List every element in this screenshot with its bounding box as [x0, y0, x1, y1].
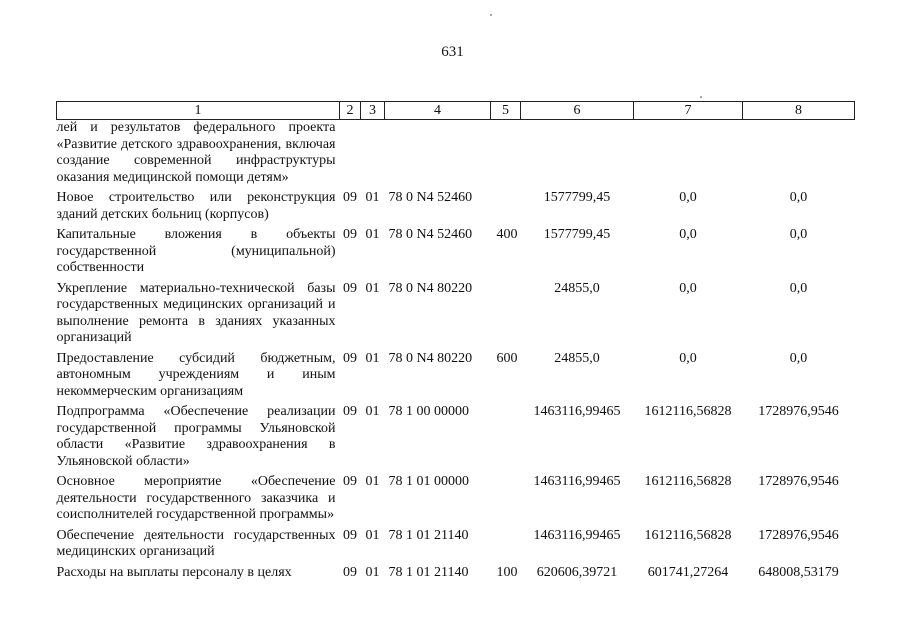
row-subsection: 01 — [365, 350, 380, 366]
row-section: 09 — [343, 227, 357, 242]
row-target-code: 78 0 N4 52460 — [388, 190, 473, 205]
table-row — [57, 120, 855, 191]
row-amount-col8: 1728976,9546 — [758, 404, 839, 419]
row-expense-type: 100 — [496, 564, 518, 580]
row-section: 09 — [343, 190, 357, 205]
row-name: Укрепление материально-технической базы государственных медицинских организаций и выполнение ремонта в зданиях указанных организаций — [56, 280, 336, 345]
row-amount-col6: 1463116,99465 — [533, 404, 621, 419]
budget-table — [56, 101, 855, 585]
row-target-code: 78 0 N4 80220 — [388, 350, 473, 366]
row-amount-col8: 0,0 — [789, 350, 808, 366]
row-target-code — [385, 120, 491, 191]
page-number: 631 — [441, 44, 464, 60]
header-row — [57, 102, 855, 120]
row-subsection: 01 — [365, 280, 380, 296]
row-amount-col8 — [743, 120, 855, 191]
row-amount-col6: 1577799,45 — [543, 227, 611, 242]
row-section: 09 — [343, 280, 357, 296]
row-name: Новое строительство или реконструкция зданий детских больниц (корпусов) — [56, 190, 336, 222]
table-row — [57, 281, 855, 351]
table-row — [57, 227, 855, 281]
row-target-code: 78 1 01 21140 — [388, 564, 469, 580]
row-amount-col7: 1612116,56828 — [644, 527, 732, 543]
row-section: 09 — [343, 350, 357, 366]
row-subsection: 01 — [365, 564, 380, 580]
header-col-3: 3 — [361, 102, 385, 120]
row-name: Предоставление субсидий бюджетным, автономным учреждениям и иным некоммерческим организациям — [56, 350, 336, 399]
row-amount-col6: 1463116,99465 — [533, 527, 621, 543]
header-col-4: 4 — [385, 102, 491, 120]
row-amount-col6: 24855,0 — [554, 280, 600, 296]
row-expense-type — [491, 190, 521, 227]
table-row — [57, 565, 855, 586]
row-expense-type — [491, 474, 521, 528]
table-row — [57, 190, 855, 227]
row-subsection: 01 — [365, 190, 380, 205]
row-subsection: 01 — [365, 474, 380, 489]
row-amount-col6: 1577799,45 — [543, 190, 611, 205]
row-name: Обеспечение деятельности государственных медицинских организаций — [56, 527, 336, 559]
row-name: Капитальные вложения в объекты государственной (муниципальной) собственности — [56, 227, 336, 275]
row-target-code: 78 0 N4 52460 — [388, 227, 473, 242]
row-name: Подпрограмма «Обеспечение реализации государственной программы Ульяновской области «Развитие здравоохранения в Ульяновской области» — [56, 404, 336, 469]
header-col-6: 6 — [521, 102, 634, 120]
row-target-code: 78 1 01 00000 — [388, 474, 469, 489]
table-row — [57, 528, 855, 565]
row-amount-col7: 1612116,56828 — [644, 474, 732, 489]
row-section: 09 — [343, 474, 357, 489]
row-amount-col8: 648008,53179 — [758, 564, 839, 580]
row-target-code: 78 1 01 21140 — [388, 527, 469, 543]
header-col-1: 1 — [57, 102, 340, 120]
header-col-7: 7 — [634, 102, 743, 120]
row-subsection: 01 — [365, 404, 380, 419]
row-target-code: 78 0 N4 80220 — [388, 280, 473, 296]
row-amount-col7: 0,0 — [679, 190, 697, 205]
row-amount-col7: 1612116,56828 — [644, 404, 732, 419]
row-amount-col8: 0,0 — [789, 280, 808, 296]
row-expense-type: 600 — [496, 350, 518, 366]
row-amount-col6: 620606,39721 — [536, 564, 618, 580]
table-row — [57, 404, 855, 474]
row-subsection: 01 — [365, 227, 380, 242]
table-row — [57, 351, 855, 405]
row-section — [340, 120, 361, 191]
row-amount-col7: 601741,27264 — [647, 564, 729, 580]
row-name: лей и результатов федерального проекта «Развитие детского здравоохранения, включая создание современной инфраструктуры оказания медицинской помощи детям» — [56, 120, 336, 185]
row-name: Расходы на выплаты персоналу в целях — [56, 564, 292, 580]
table-row — [57, 474, 855, 528]
header-col-2: 2 — [340, 102, 361, 120]
row-amount-col6: 24855,0 — [554, 350, 600, 366]
row-amount-col8: 0,0 — [789, 227, 808, 242]
scan-speck — [700, 96, 702, 98]
row-amount-col8: 0,0 — [789, 190, 808, 205]
row-expense-type: 400 — [496, 227, 518, 242]
row-expense-type — [491, 404, 521, 474]
row-expense-type — [491, 120, 521, 191]
row-amount-col6: 1463116,99465 — [533, 474, 621, 489]
row-subsection: 01 — [365, 527, 380, 543]
row-amount-col8: 1728976,9546 — [758, 474, 839, 489]
row-expense-type — [491, 528, 521, 565]
header-col-5: 5 — [491, 102, 521, 120]
row-amount-col7 — [634, 120, 743, 191]
scan-speck — [490, 14, 492, 16]
row-name: Основное мероприятие «Обеспечение деятельности государственного заказчика и соисполнителей государственной программы» — [56, 474, 336, 522]
header-col-8: 8 — [743, 102, 855, 120]
row-amount-col7: 0,0 — [679, 227, 697, 242]
row-amount-col6 — [521, 120, 634, 191]
row-amount-col7: 0,0 — [679, 280, 697, 296]
row-amount-col7: 0,0 — [679, 350, 697, 366]
row-section: 09 — [343, 527, 357, 543]
row-amount-col8: 1728976,9546 — [758, 527, 839, 543]
row-section: 09 — [343, 564, 357, 580]
row-expense-type — [491, 281, 521, 351]
row-target-code: 78 1 00 00000 — [388, 404, 469, 419]
row-section: 09 — [343, 404, 357, 419]
row-subsection — [361, 120, 385, 191]
